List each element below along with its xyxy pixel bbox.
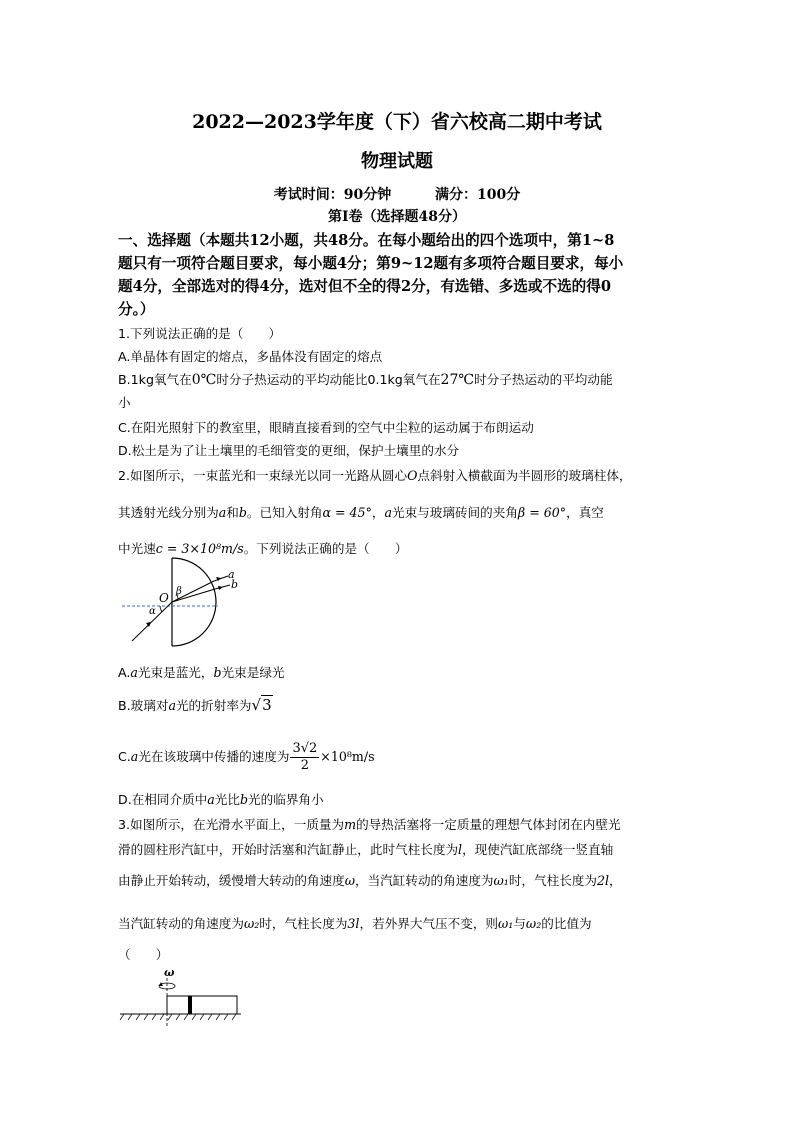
var: ω₁ <box>498 916 514 931</box>
text: 时分子热运动的平均动能 <box>474 372 613 387</box>
text: 由静止开始转动，缓慢增大转动的角速度 <box>118 873 345 888</box>
text: D.在相同介质中 <box>118 792 208 807</box>
text: 光在该玻璃中传播的速度为 <box>138 749 290 764</box>
text: ，若外界大气压不变，则 <box>359 916 498 931</box>
section-line: 一、选择题（本题共12小题，共48分。在每小题给出的四个选项中，第1~8 <box>118 232 615 249</box>
text: 时分子热运动的平均动能比0.1kg氧气在 <box>216 372 441 387</box>
text: ，当汽缸转动的角速度为 <box>354 873 494 888</box>
section-line: 题只有一项符合题目要求，每小题4分；第9~12题有多项符合题目要求，每小 <box>118 255 624 272</box>
denominator: 2 <box>300 758 309 773</box>
angle-beta: β = 60° <box>517 505 567 520</box>
omega-label: ω <box>164 966 175 979</box>
var: a <box>130 665 138 680</box>
text: 光的折射率为 <box>175 698 252 713</box>
q2-option-a <box>118 665 285 681</box>
q2-line2 <box>118 505 604 521</box>
var: a <box>168 698 176 713</box>
q3-line4 <box>118 916 592 932</box>
text: ， <box>609 873 622 888</box>
part-label: 第Ⅰ卷（选择题48分） <box>327 209 467 225</box>
q3-line5: （ ） <box>118 947 169 962</box>
fraction <box>290 741 319 774</box>
text: 的比值为 <box>541 916 592 931</box>
text: 2.如图所示，一束蓝光和一束绿光以同一光路从圆心 <box>118 468 408 483</box>
text: B.玻璃对 <box>118 698 169 713</box>
text: B.1kg氧气在 <box>118 372 192 387</box>
text: ，现使汽缸底部绕一竖直轴 <box>462 842 614 857</box>
text: 光的临界角小 <box>248 792 324 807</box>
section-line: 题4分，全部选对的得4分，选对但不全的得2分，有选错、多选或不选的得0 <box>118 278 612 295</box>
q3-line1 <box>118 817 621 833</box>
speed-of-light: c = 3×10⁸m/s <box>155 541 244 556</box>
text: 光束是蓝光， <box>137 665 214 680</box>
var: b <box>238 505 247 520</box>
exam-time: 考试时间：90分钟 <box>273 187 392 203</box>
var: ω₂ <box>525 916 542 931</box>
text: 其透射光线分别为 <box>118 505 219 520</box>
q2-line1 <box>118 468 632 484</box>
var: ω₁ <box>493 873 509 888</box>
var: a <box>207 792 215 807</box>
var: ω₂ <box>243 916 260 931</box>
exam-title: 2022—2023学年度（下）省六校高二期中考试 <box>192 111 602 133</box>
q2-option-c <box>118 740 375 774</box>
var: a <box>384 505 392 520</box>
var: b <box>239 792 249 807</box>
text: 光束是绿光 <box>221 665 285 680</box>
unit: ×10⁸m/s <box>320 749 375 764</box>
text: C. <box>118 749 131 764</box>
piston <box>188 996 192 1014</box>
sqrt: √3 <box>251 696 272 714</box>
angle-alpha: α = 45° <box>322 505 372 520</box>
text: A. <box>118 665 131 680</box>
text: 的导热活塞将一定质量的理想气体封闭在内壁光 <box>356 817 621 832</box>
q1-option-b <box>118 372 613 388</box>
text: 点斜射入横截面为半圆形的玻璃柱体， <box>417 468 632 483</box>
text: ，真空 <box>566 505 604 520</box>
label-b: b <box>231 578 239 591</box>
label-a: a <box>228 568 235 581</box>
q1-option-d: D.松土是为了让土壤里的毛细管变的更细，保护土壤里的水分 <box>118 443 460 458</box>
q3-figure <box>118 964 243 1028</box>
var: m <box>344 817 357 832</box>
text: 光束与玻璃砖间的夹角 <box>391 505 518 520</box>
q2-option-b <box>118 697 273 714</box>
section-line: 分。） <box>118 301 155 318</box>
text: 当汽缸转动的角速度为 <box>118 916 244 931</box>
text: ， <box>371 505 385 520</box>
var: ω <box>344 873 355 888</box>
temperature: 27℃ <box>440 372 475 388</box>
var: a <box>218 505 227 520</box>
text: 和 <box>226 505 239 520</box>
var: a <box>130 749 139 764</box>
subject-title: 物理试题 <box>361 151 433 172</box>
text: 与 <box>513 916 526 931</box>
exam-score: 满分：100分 <box>435 187 521 203</box>
var: O <box>407 468 418 483</box>
var: b <box>213 665 222 680</box>
text: 。下列说法正确的是（ ） <box>243 541 408 556</box>
q2-line3 <box>118 541 407 557</box>
cylinder <box>167 996 237 1014</box>
label-beta: β <box>176 586 182 597</box>
text: 时，气柱长度为 <box>259 916 348 931</box>
text: 中光速 <box>118 541 156 556</box>
text: 3.如图所示，在光滑水平面上，一质量为 <box>118 817 345 832</box>
label-alpha: α <box>149 606 156 617</box>
text: 时，气柱长度为 <box>508 873 597 888</box>
exam-meta <box>0 184 794 204</box>
q2-figure <box>118 556 258 648</box>
q1-option-a: A.单晶体有固定的熔点，多晶体没有固定的熔点 <box>118 349 383 364</box>
var: l <box>458 842 463 857</box>
text: 光比 <box>214 792 240 807</box>
q1-stem: 1.下列说法正确的是（ ） <box>118 326 282 341</box>
glass-curved-face <box>172 558 216 646</box>
section-instructions <box>118 229 678 321</box>
temperature: 0℃ <box>191 372 217 388</box>
text: 。已知入射角 <box>246 505 323 520</box>
var: 2l <box>596 873 610 888</box>
q3-line3 <box>118 873 622 889</box>
var: 3l <box>347 916 360 931</box>
q1-option-c: C.在阳光照射下的教室里，眼睛直接看到的空气中尘粒的运动属于布朗运动 <box>118 420 534 435</box>
label-o: O <box>159 591 169 605</box>
ground-hatch <box>120 1014 236 1020</box>
q3-line2 <box>118 842 613 858</box>
q2-option-d <box>118 792 324 808</box>
text: 滑的圆柱形汽缸中，开始时活塞和汽缸静止，此时气柱长度为 <box>118 842 459 857</box>
ray-a-out <box>214 576 228 581</box>
q1-option-b-cont: 小 <box>118 395 131 410</box>
radicand: 3 <box>262 696 272 714</box>
numerator: 3√2 <box>292 741 318 756</box>
rotation-arrowhead <box>159 982 163 986</box>
alpha-arc <box>160 606 162 612</box>
